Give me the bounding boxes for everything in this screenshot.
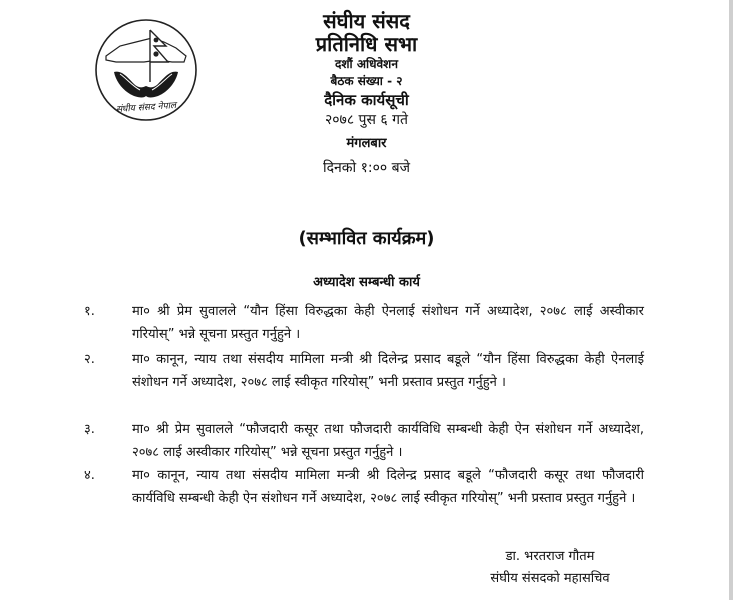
item-text: मा० श्री प्रेम सुवालले “यौन हिंसा विरुद्धका केही ऐनलाई संशोधन गर्ने अध्यादेश, २०७८ लाई अस्वीकार गरियोस्” भन्ने सूचना प्रस्तुत गर्नुहुने । xyxy=(132,304,644,342)
item-text: मा० श्री प्रेम सुवालले “फौजदारी कसूर तथा फौजदारी कार्यविधि सम्बन्धी केही ऐन संशोधन गर्ने अध्यादेश, २०७८ लाई अस्वीकार गरियोस्” भन्ने सूचना प्रस्तुत गर्नुहुने । xyxy=(132,422,644,460)
agenda-item xyxy=(84,300,644,346)
item-text: मा० कानून, न्याय तथा संसदीय मामिला मन्त्री श्री दिलेन्द्र प्रसाद बडूले “यौन हिंसा विरुद्धका केही ऐनलाई संशोधन गर्ने अध्यादेश, २०७८ लाई स्वीकृत गरियोस्” भनी प्रस्ताव प्रस्तुत गर्नुहुने । xyxy=(132,352,644,390)
agenda-item xyxy=(84,464,644,510)
document-header xyxy=(0,10,733,178)
agenda-item xyxy=(84,418,644,464)
item-number: २. xyxy=(84,352,95,367)
agenda-item xyxy=(84,348,644,394)
signatory-name: डा. भरतराज गौतम xyxy=(505,549,595,564)
program-title: (सम्भावित कार्यक्रम) xyxy=(298,228,435,249)
signatory-title: संघीय संसदको महासचिव xyxy=(490,571,610,586)
agenda-time: दिनको १:०० बजे xyxy=(322,160,411,176)
section-title: अध्यादेश सम्बन्धी कार्य xyxy=(313,275,420,290)
agenda-title: दैनिक कार्यसूची xyxy=(324,91,409,109)
parliament-name: संघीय संसद xyxy=(323,9,410,33)
session-label: दशौं अधिवेशन xyxy=(335,57,398,71)
logo-text: संघीय संसद नेपाल xyxy=(115,100,177,116)
item-number: ३. xyxy=(84,422,95,437)
meeting-number: बैठक संख्या - २ xyxy=(330,74,403,88)
agenda-date: २०७८ पुस ६ गते xyxy=(324,112,409,128)
item-number: १. xyxy=(84,304,95,319)
house-name: प्रतिनिधि सभा xyxy=(315,32,418,56)
item-text: मा० कानून, न्याय तथा संसदीय मामिला मन्त्री श्री दिलेन्द्र प्रसाद बडूले “फौजदारी कसूर तथा फौजदारी कार्यविधि सम्बन्धी केही ऐन संशोधन गर्ने अध्यादेश, २०७८ लाई स्वीकृत गरियोस्” भनी प्रस्ताव प्रस्तुत गर्नुहुने । xyxy=(132,468,644,506)
agenda-day: मंगलबार xyxy=(346,136,387,151)
item-number: ४. xyxy=(84,468,95,483)
signature-block xyxy=(430,546,670,590)
